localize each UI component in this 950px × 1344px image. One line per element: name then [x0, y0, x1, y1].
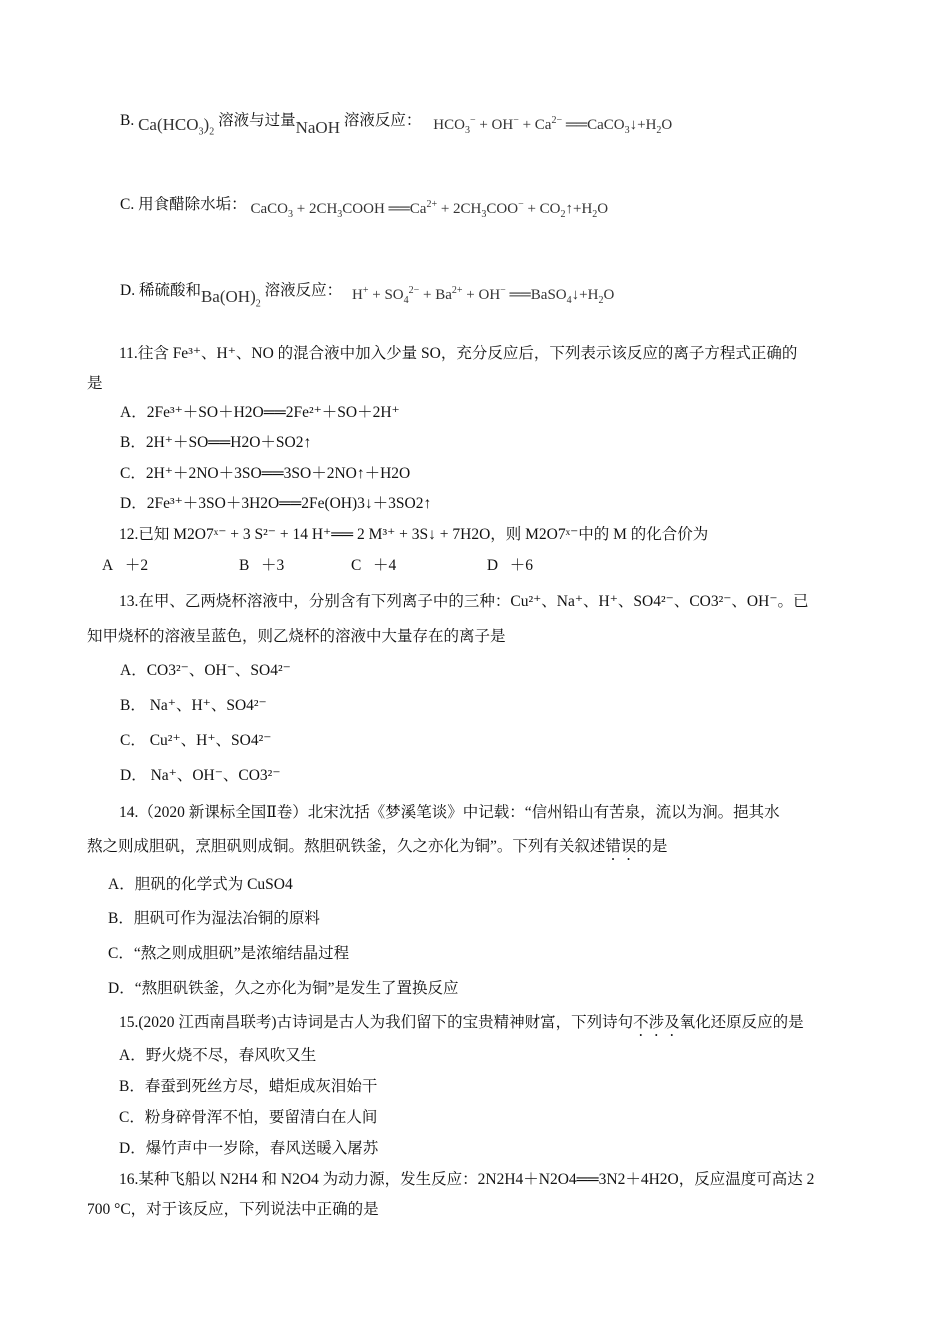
- q11-stem-continued: [87, 374, 103, 394]
- option-label: D．: [119, 1140, 146, 1157]
- option-text: 2H⁺＋SO══H2O＋SO2↑: [145, 434, 312, 451]
- question-number: 13.: [119, 593, 139, 610]
- q11-stem: [119, 344, 797, 364]
- option-text: 溶液反应：: [343, 112, 422, 129]
- option-label: C．: [120, 732, 146, 749]
- question-text: 已知 M2O7ˣ⁻ + 3 S²⁻ + 14 H⁺══ 2 M³⁺ + 3S↓ + 7H2O，则 M2O7ˣ⁻中的 M 的化合价为: [138, 526, 709, 543]
- q14-stem-continued: [87, 837, 667, 864]
- q12-options: [102, 556, 533, 576]
- option-text: ＋4: [372, 557, 397, 574]
- question-text: 700 °C，对于该反应，下列说法中正确的是: [87, 1201, 379, 1218]
- q14-option-d[interactable]: [108, 979, 458, 999]
- option-label: C．: [108, 945, 134, 962]
- option-label: B．: [120, 697, 146, 714]
- q12-stem: [119, 525, 708, 545]
- option-text: 爆竹声中一岁除，春风送暖入屠苏: [145, 1140, 379, 1157]
- option-text: 胆矾的化学式为 CuSO4: [134, 876, 293, 893]
- option-text: 稀硫酸和: [138, 282, 201, 299]
- ionic-equation: $HCO_3^- + OH^- + Ca^{2-}$ $══CaCO_3↓+H_2O$: [433, 115, 673, 136]
- question-text: （2020 新课标全国Ⅱ卷）北宋沈括《梦溪笔谈》中记载：“信州铅山有苦泉，流以为涧。挹其水: [138, 804, 780, 821]
- option-label: A．: [120, 404, 147, 421]
- option-text: Cu²⁺、H⁺、SO4²⁻: [149, 732, 272, 749]
- q13-stem: [119, 592, 809, 612]
- emphasized-text: 错误: [605, 838, 637, 855]
- option-label: A．: [108, 876, 135, 893]
- question-text: 往含 Fe³⁺、H⁺、NO 的混合液中加入少量 SO，充分反应后，下列表示该反应的离子方程式正确的: [137, 345, 798, 362]
- q15-stem: [119, 1013, 804, 1040]
- q14-option-a[interactable]: [108, 875, 293, 895]
- q10-option-d: [120, 280, 615, 310]
- option-text: CO3²⁻、OH⁻、SO4²⁻: [146, 662, 291, 679]
- option-label: B.: [120, 112, 135, 129]
- option-text: 2H⁺＋2NO＋3SO══3SO＋2NO↑＋H2O: [145, 465, 411, 482]
- option-label: D．: [120, 495, 147, 512]
- option-label: D.: [120, 282, 136, 299]
- question-text: (2020 江西南昌联考)古诗词是古人为我们留下的宝贵精神财富，下列诗句: [138, 1014, 634, 1031]
- q13-option-a[interactable]: [120, 661, 291, 681]
- question-number: 11.: [119, 345, 138, 362]
- option-text: ＋6: [509, 557, 533, 574]
- option-text: 用食醋除水垢：: [138, 196, 247, 213]
- question-number: 14.: [119, 804, 139, 821]
- option-text: 溶液反应：: [264, 282, 343, 299]
- q12-option-b[interactable]: [239, 556, 351, 576]
- option-text: 野火烧不尽，春风吹又生: [145, 1047, 317, 1064]
- option-label: C.: [120, 196, 135, 213]
- question-text: 知甲烧杯的溶液呈蓝色，则乙烧杯的溶液中大量存在的离子是: [87, 628, 506, 645]
- q10-option-c: [120, 195, 609, 220]
- reagent-formula: $Ba(OH)_2$: [200, 287, 261, 310]
- option-label: B．: [119, 1078, 145, 1095]
- question-number: 15.: [119, 1014, 139, 1031]
- emphasized-text: 不涉及: [633, 1014, 680, 1031]
- question-text: 是: [87, 375, 103, 392]
- option-text: 粉身碎骨浑不怕，要留清白在人间: [144, 1109, 378, 1126]
- q12-option-d[interactable]: [483, 557, 533, 574]
- option-label: A．: [119, 1047, 146, 1064]
- option-label: A．: [120, 662, 147, 679]
- option-label: C．: [120, 465, 146, 482]
- option-label: D．: [108, 980, 135, 997]
- option-text: Na⁺、H⁺、SO4²⁻: [149, 697, 267, 714]
- q14-option-c[interactable]: [108, 944, 349, 964]
- q11-option-c[interactable]: [120, 464, 410, 484]
- q16-stem-continued: [87, 1200, 379, 1220]
- q14-stem: [119, 803, 780, 823]
- option-text: ＋3: [260, 557, 285, 574]
- option-text: “熬胆矾铁釜，久之亦化为铜”是发生了置换反应: [134, 980, 459, 997]
- reagent-formula: NaOH: [295, 118, 340, 137]
- option-text: 溶液与过量: [218, 112, 296, 129]
- option-label: C: [351, 557, 362, 574]
- option-label: D．: [120, 767, 147, 784]
- q11-option-d[interactable]: [120, 494, 431, 514]
- q15-option-c[interactable]: [119, 1108, 377, 1128]
- option-text: Na⁺、OH⁻、CO3²⁻: [150, 767, 281, 784]
- q13-option-c[interactable]: [120, 731, 271, 751]
- option-text: 胆矾可作为湿法冶铜的原料: [133, 910, 320, 927]
- option-text: ＋2: [124, 557, 149, 574]
- option-label: A: [102, 557, 114, 574]
- option-label: B: [239, 557, 250, 574]
- q13-option-b[interactable]: [120, 696, 267, 716]
- question-number: 16.: [119, 1171, 139, 1188]
- question-text: 氧化还原反应的是: [679, 1014, 804, 1031]
- q10-option-b: [120, 110, 673, 138]
- q15-option-d[interactable]: [119, 1139, 378, 1159]
- reactant-formula: $Ca(HCO_3)_2$: [138, 115, 215, 138]
- option-text: 2Fe³⁺＋SO＋H2O══2Fe²⁺＋SO＋2H⁺: [146, 404, 400, 421]
- question-text: 某种飞船以 N2H4 和 N2O4 为动力源，发生反应：2N2H4＋N2O4══3N2＋4H2O，反应温度可高达 2: [138, 1171, 815, 1188]
- option-text: “熬之则成胆矾”是浓缩结晶过程: [133, 945, 350, 962]
- q12-option-a[interactable]: [102, 556, 239, 576]
- q15-option-a[interactable]: [119, 1046, 316, 1066]
- option-text: 2Fe³⁺＋3SO＋3H2O══2Fe(OH)3↓＋3SO2↑: [146, 495, 432, 512]
- question-text: 的是: [636, 838, 668, 855]
- ionic-equation: $H^+ + SO_4^{2-} + Ba^{2+} + OH^-$ $══BaSO_4↓+H_2O$: [352, 285, 615, 306]
- ionic-equation: CaCO$_3$ + $2CH_3COOH$ $══Ca^{2+} + 2CH_3COO^-$ + $CO_2↑+H_2O$: [250, 199, 609, 220]
- question-number: 12.: [119, 526, 139, 543]
- q13-stem-continued: [87, 627, 506, 647]
- q14-option-b[interactable]: [108, 909, 320, 929]
- q11-option-b[interactable]: [120, 433, 311, 453]
- q15-option-b[interactable]: [119, 1077, 377, 1097]
- q11-option-a[interactable]: [120, 403, 400, 423]
- option-label: B．: [108, 910, 134, 927]
- option-label: D: [486, 557, 499, 574]
- option-label: C．: [119, 1109, 145, 1126]
- question-text: 熬之则成胆矾，烹胆矾则成铜。熬胆矾铁釜，久之亦化为铜”。下列有关叙述: [87, 838, 606, 855]
- option-text: 春蚕到死丝方尽，蜡炬成灰泪始干: [144, 1078, 378, 1095]
- option-label: B．: [120, 434, 146, 451]
- q16-stem: [119, 1170, 814, 1190]
- question-text: 在甲、乙两烧杯溶液中，分别含有下列离子中的三种：Cu²⁺、Na⁺、H⁺、SO4²⁻、CO3²⁻、OH⁻。已: [138, 593, 809, 610]
- q13-option-d[interactable]: [120, 766, 281, 786]
- q12-option-c[interactable]: [351, 556, 483, 576]
